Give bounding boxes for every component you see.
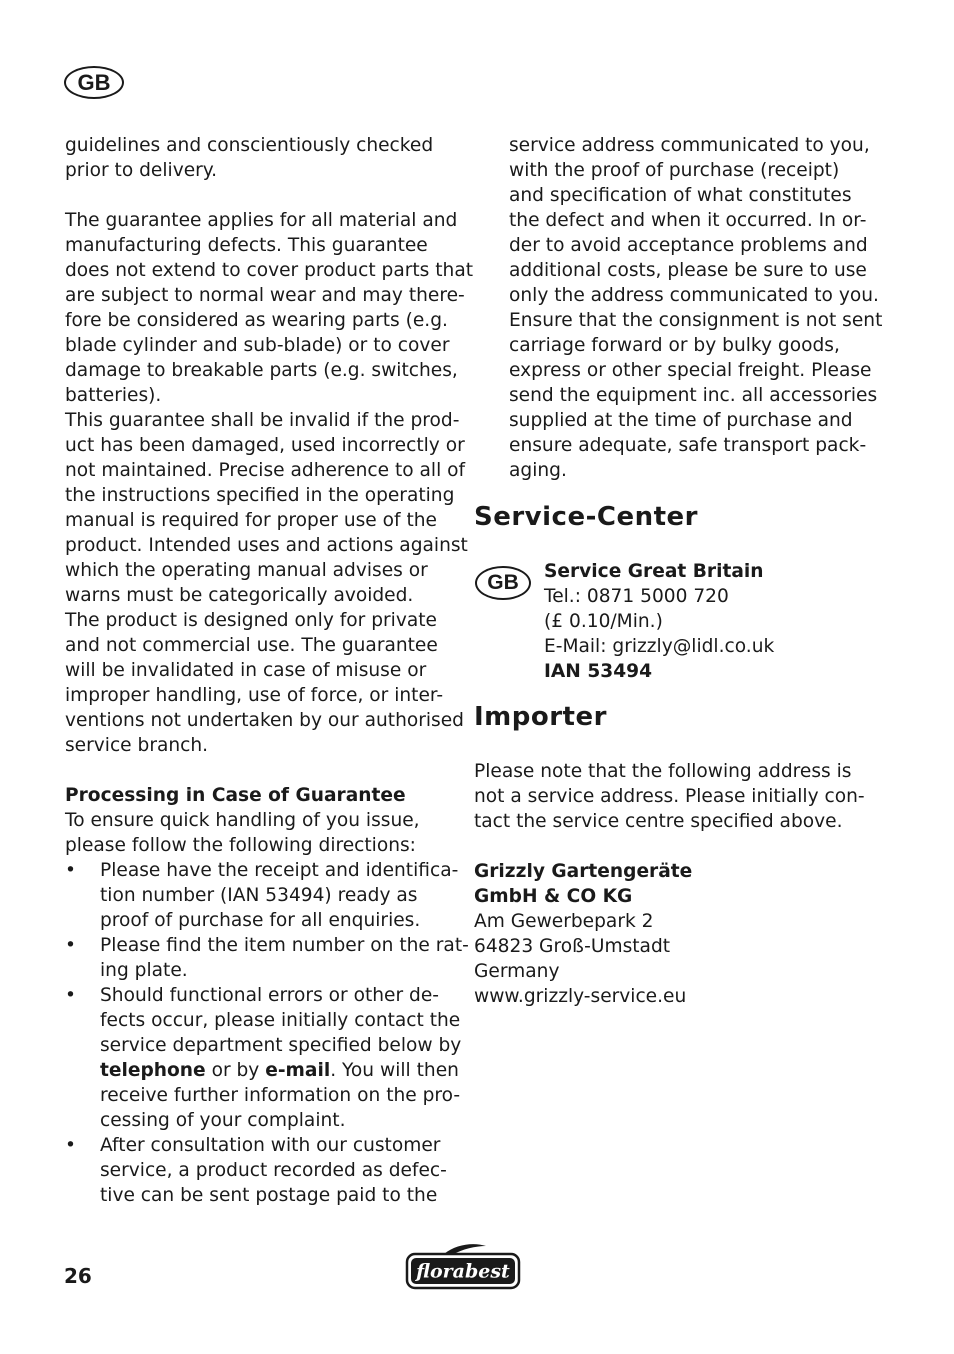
text-line: tive can be sent postage paid to the xyxy=(100,1185,438,1206)
text-line: Please note that the following address is xyxy=(474,761,852,782)
text-line: improper handling, use of force, or inter- xyxy=(65,685,444,706)
text-line: not maintained. Precise adherence to all of xyxy=(65,460,466,481)
language-badge-icon xyxy=(64,66,124,99)
text-line: with the proof of purchase (receipt) xyxy=(509,160,840,181)
text-line: Ensure that the consignment is not sent xyxy=(509,310,883,331)
text-line: will be invalidated in case of misuse or xyxy=(65,660,427,681)
text-line: service, a product recorded as defec- xyxy=(100,1160,447,1181)
text-line: aging. xyxy=(509,460,567,481)
inline-text: or by xyxy=(205,1060,266,1081)
text-line: please follow the following directions: xyxy=(65,835,416,856)
paragraph-guarantee-invalid xyxy=(65,408,468,608)
text-line: der to avoid acceptance problems and xyxy=(509,235,868,256)
text-line: additional costs, please be sure to use xyxy=(509,260,867,281)
language-badge-label: GB xyxy=(77,69,111,95)
list-item xyxy=(65,858,459,933)
text-line: does not extend to cover product parts that xyxy=(65,260,474,281)
bullet-icon: • xyxy=(65,935,76,956)
importer-company: GmbH & CO KG xyxy=(474,886,633,907)
processing-intro xyxy=(65,808,450,858)
service-center-heading: Service-Center xyxy=(474,502,698,532)
text-line: and not commercial use. The guarantee xyxy=(65,635,438,656)
inline-text: . You will then xyxy=(330,1060,459,1081)
text-line: supplied at the time of purchase and xyxy=(509,410,853,431)
text-line: manual is required for proper use of the xyxy=(65,510,437,531)
text-line: This guarantee shall be invalid if the prod- xyxy=(65,410,460,431)
logo-text: florabest xyxy=(416,1260,510,1283)
emphasis-telephone: telephone xyxy=(100,1060,206,1081)
text-line: The product is designed only for private xyxy=(65,610,437,631)
text-line: After consultation with our customer xyxy=(100,1135,441,1156)
importer-city: 64823 Groß-Umstadt xyxy=(474,936,671,957)
text-line: cessing of your complaint. xyxy=(100,1110,346,1131)
bullet-icon: • xyxy=(65,860,76,881)
text-line: Please find the item number on the rat- xyxy=(100,935,469,956)
text-line: not a service address. Please initially con- xyxy=(474,786,865,807)
service-country-label: GB xyxy=(487,571,519,594)
importer-company: Grizzly Gartengeräte xyxy=(474,861,693,882)
text-line: the instructions specified in the operating xyxy=(65,485,455,506)
service-contact xyxy=(544,559,864,684)
bullet-icon: • xyxy=(65,985,76,1006)
importer-website: www.grizzly-service.eu xyxy=(474,986,687,1007)
text-line: blade cylinder and sub-blade) or to cover xyxy=(65,335,450,356)
page-number: 26 xyxy=(64,1264,92,1288)
service-price: (£ 0.10/Min.) xyxy=(544,611,663,632)
list-item xyxy=(65,983,462,1133)
text-line: and specification of what constitutes xyxy=(509,185,852,206)
left-column xyxy=(65,133,474,1208)
importer-street: Am Gewerbepark 2 xyxy=(474,911,654,932)
service-country-badge-icon xyxy=(475,566,531,600)
text-line: guidelines and conscientiously checked xyxy=(65,135,434,156)
text-line: warns must be categorically avoided. xyxy=(65,585,414,606)
text-line xyxy=(100,1058,459,1083)
text-line: which the operating manual advises or xyxy=(65,560,428,581)
text-line: ventions not undertaken by our authorised xyxy=(65,710,464,731)
text-line: prior to delivery. xyxy=(65,160,218,181)
text-line: fects occur, please initially contact the xyxy=(100,1010,461,1031)
text-line: Should functional errors or other de- xyxy=(100,985,439,1006)
processing-heading: Processing in Case of Guarantee xyxy=(65,785,406,806)
paragraph-guarantee-scope xyxy=(65,208,474,408)
importer-details xyxy=(474,759,874,1009)
text-line: carriage forward or by bulky goods, xyxy=(509,335,840,356)
list-item xyxy=(65,1133,450,1208)
florabest-logo-icon xyxy=(404,1240,522,1292)
text-line: The guarantee applies for all material and xyxy=(65,210,458,231)
text-line: ing plate. xyxy=(100,960,188,981)
text-line: uct has been damaged, used incorrectly or xyxy=(65,435,465,456)
text-line: proof of purchase for all enquiries. xyxy=(100,910,421,931)
service-ian: IAN 53494 xyxy=(544,661,653,682)
text-line: send the equipment inc. all accessories xyxy=(509,385,878,406)
text-line: service department specified below by xyxy=(100,1035,462,1056)
service-name: Service Great Britain xyxy=(544,561,764,582)
paragraph-quality-check xyxy=(65,133,450,183)
text-line: only the address communicated to you. xyxy=(509,285,879,306)
text-line: damage to breakable parts (e.g. switches, xyxy=(65,360,458,381)
importer-heading: Importer xyxy=(474,702,607,732)
right-column xyxy=(509,133,883,483)
emphasis-email: e-mail xyxy=(265,1060,331,1081)
text-line: receive further information on the pro- xyxy=(100,1085,461,1106)
bullet-icon: • xyxy=(65,1135,76,1156)
text-line: ensure adequate, safe transport pack- xyxy=(509,435,867,456)
text-line: tact the service centre specified above. xyxy=(474,811,843,832)
text-line: tion number (IAN 53494) ready as xyxy=(100,885,418,906)
text-line: service branch. xyxy=(65,735,209,756)
text-line: Please have the receipt and identifica- xyxy=(100,860,459,881)
list-item xyxy=(65,933,469,983)
service-email: E-Mail: grizzly@lidl.co.uk xyxy=(544,636,775,657)
importer-country: Germany xyxy=(474,961,560,982)
text-line: the defect and when it occurred. In or- xyxy=(509,210,867,231)
service-phone: Tel.: 0871 5000 720 xyxy=(544,586,729,607)
text-line: batteries). xyxy=(65,385,162,406)
text-line: are subject to normal wear and may there- xyxy=(65,285,465,306)
text-line: manufacturing defects. This guarantee xyxy=(65,235,428,256)
paragraph-private-use xyxy=(65,608,464,758)
text-line: product. Intended uses and actions against xyxy=(65,535,468,556)
text-line: To ensure quick handling of you issue, xyxy=(65,810,420,831)
text-line: fore be considered as wearing parts (e.g. xyxy=(65,310,448,331)
text-line: service address communicated to you, xyxy=(509,135,870,156)
text-line: express or other special freight. Please xyxy=(509,360,872,381)
